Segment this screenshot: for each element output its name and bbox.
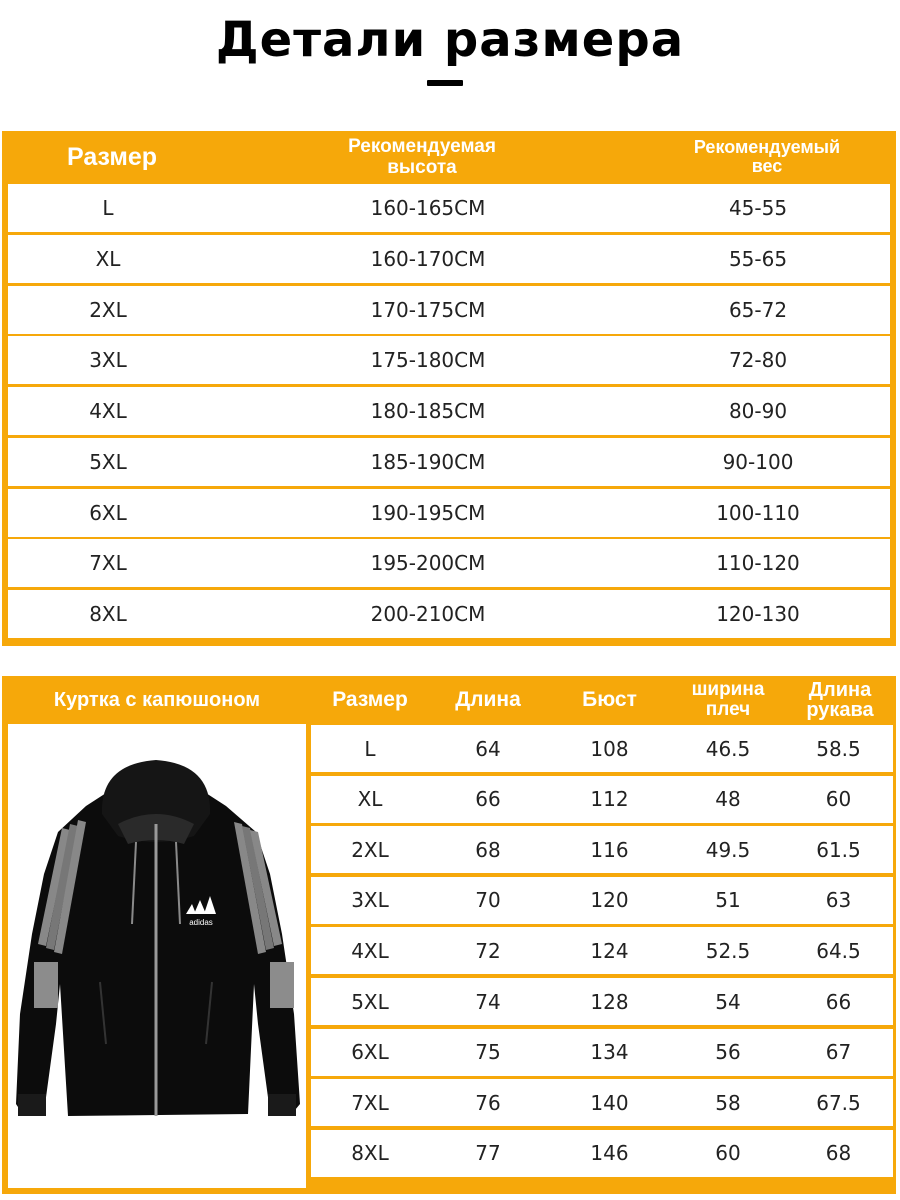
- cell-size: 6XL: [89, 500, 127, 525]
- header-bust: Бюст: [582, 688, 637, 711]
- header-sleeve: [784, 676, 896, 724]
- cell-height: 195-200CM: [370, 551, 486, 576]
- cell-shoulder: 51: [715, 888, 741, 913]
- cell-bust: 124: [590, 938, 629, 963]
- cell-size: L: [364, 736, 376, 761]
- cell-length: 64: [475, 736, 501, 761]
- table-row: [8, 184, 890, 232]
- cell-weight: 45-55: [728, 196, 788, 220]
- table-row: [311, 978, 893, 1025]
- cell-bust: 108: [590, 736, 629, 761]
- cell-height: 185-190CM: [370, 449, 486, 474]
- cell-sleeve: 67: [825, 1040, 852, 1065]
- header-height-line2: высота: [387, 157, 457, 178]
- table-body: [8, 183, 890, 641]
- hoodie-icon: [8, 724, 306, 1188]
- cell-height: 160-170CM: [370, 246, 486, 271]
- cell-size: 5XL: [89, 449, 127, 474]
- cell-sleeve: 58.5: [816, 736, 861, 761]
- cell-length: 76: [475, 1090, 501, 1115]
- cell-shoulder: 60: [715, 1141, 741, 1166]
- header-weight-line2: вес: [751, 156, 783, 176]
- cell-length: 74: [475, 989, 501, 1014]
- header-height: [272, 131, 572, 183]
- cell-sleeve: 61.5: [816, 837, 861, 862]
- cell-weight: 72-80: [728, 348, 788, 373]
- cell-length: 77: [475, 1141, 501, 1166]
- cell-size: 7XL: [89, 551, 127, 576]
- cell-shoulder: 58: [715, 1090, 741, 1115]
- cell-sleeve: 67.5: [816, 1090, 861, 1115]
- cell-shoulder: 49.5: [705, 837, 751, 862]
- cell-length: 75: [475, 1040, 501, 1065]
- cell-shoulder: 46.5: [705, 736, 751, 761]
- header-size: Размер: [332, 688, 408, 711]
- table-row: [311, 877, 893, 924]
- table-row: [8, 387, 890, 435]
- product-photo: [8, 724, 306, 1188]
- cell-weight: 100-110: [716, 500, 800, 525]
- cell-shoulder: 48: [715, 787, 741, 812]
- table-row: [311, 1079, 893, 1126]
- title-underline: [427, 80, 463, 86]
- table-row: [311, 725, 893, 772]
- table-body: [311, 724, 893, 1188]
- header-weight: [632, 131, 900, 183]
- cell-height: 175-180CM: [370, 348, 486, 373]
- cell-size: 7XL: [351, 1090, 389, 1115]
- cell-shoulder: 56: [715, 1040, 741, 1065]
- cell-weight: 120-130: [716, 602, 800, 626]
- page-title: Детали размера: [215, 12, 685, 68]
- cell-height: 160-165CM: [370, 196, 486, 220]
- cell-length: 66: [475, 787, 501, 812]
- cell-shoulder: 54: [715, 989, 741, 1014]
- table-row: [311, 826, 893, 873]
- cell-sleeve: 64.5: [816, 938, 861, 963]
- table-row: [311, 776, 893, 823]
- cell-sleeve: 63: [825, 888, 852, 913]
- table-row: [8, 539, 890, 587]
- header-shoulder: [672, 676, 784, 724]
- cell-weight: 90-100: [722, 449, 794, 474]
- table-row: [8, 489, 890, 537]
- table-row: [8, 438, 890, 486]
- cell-weight: 65-72: [728, 297, 788, 322]
- header-shoulder-line2: плеч: [705, 699, 751, 720]
- cell-size: 2XL: [89, 297, 127, 322]
- header-weight-line1: Рекомендуемый: [693, 137, 841, 157]
- cell-size: 4XL: [89, 399, 127, 423]
- table-row: [311, 1029, 893, 1076]
- cell-size: L: [102, 196, 114, 220]
- cell-size: XL: [357, 787, 383, 812]
- cell-size: 8XL: [351, 1141, 389, 1166]
- cell-weight: 55-65: [728, 246, 788, 271]
- cell-height: 190-195CM: [370, 500, 486, 525]
- table-row: [311, 927, 893, 974]
- cell-height: 170-175CM: [370, 297, 486, 322]
- measurement-table: [2, 676, 896, 1194]
- header-product: Куртка с капюшоном: [53, 689, 261, 711]
- table-row: [8, 336, 890, 384]
- cell-size: 2XL: [351, 837, 389, 862]
- cell-length: 70: [475, 888, 501, 913]
- cell-height: 200-210CM: [370, 602, 486, 626]
- cell-size: 3XL: [351, 888, 389, 913]
- cell-size: 3XL: [89, 348, 127, 373]
- cell-sleeve: 60: [825, 787, 852, 812]
- table-header: [2, 676, 896, 724]
- header-sleeve-line1: Длина: [808, 679, 872, 701]
- table-row: [311, 1130, 893, 1177]
- cell-shoulder: 52.5: [705, 938, 751, 963]
- cell-weight: 110-120: [716, 551, 800, 576]
- header-length: Длина: [455, 688, 521, 711]
- table-row: [8, 235, 890, 283]
- size-recommendation-table: [2, 131, 896, 646]
- cell-size: XL: [95, 246, 121, 271]
- cell-sleeve: 66: [825, 989, 852, 1014]
- table-row: [8, 286, 890, 334]
- cell-bust: 112: [590, 787, 629, 812]
- cell-length: 68: [475, 837, 501, 862]
- cell-bust: 116: [590, 837, 629, 862]
- header-sleeve-line2: рукава: [806, 699, 874, 721]
- cell-length: 72: [475, 938, 501, 963]
- cell-sleeve: 68: [825, 1141, 852, 1166]
- table-header: [2, 131, 896, 183]
- cell-bust: 120: [590, 888, 629, 913]
- cell-bust: 128: [590, 989, 629, 1014]
- cell-bust: 134: [590, 1040, 629, 1065]
- header-height-line1: Рекомендуемая: [348, 136, 496, 157]
- cell-size: 4XL: [351, 938, 389, 963]
- cell-size: 5XL: [351, 989, 389, 1014]
- header-shoulder-line1: ширина: [691, 679, 765, 700]
- cell-size: 8XL: [89, 602, 127, 626]
- cell-bust: 140: [590, 1090, 629, 1115]
- table-row: [8, 590, 890, 638]
- cell-height: 180-185CM: [370, 399, 486, 423]
- cell-bust: 146: [590, 1141, 629, 1166]
- svg-text:adidas: adidas: [189, 918, 213, 927]
- cell-weight: 80-90: [728, 399, 788, 423]
- cell-size: 6XL: [351, 1040, 389, 1065]
- header-size: Размер: [66, 142, 158, 171]
